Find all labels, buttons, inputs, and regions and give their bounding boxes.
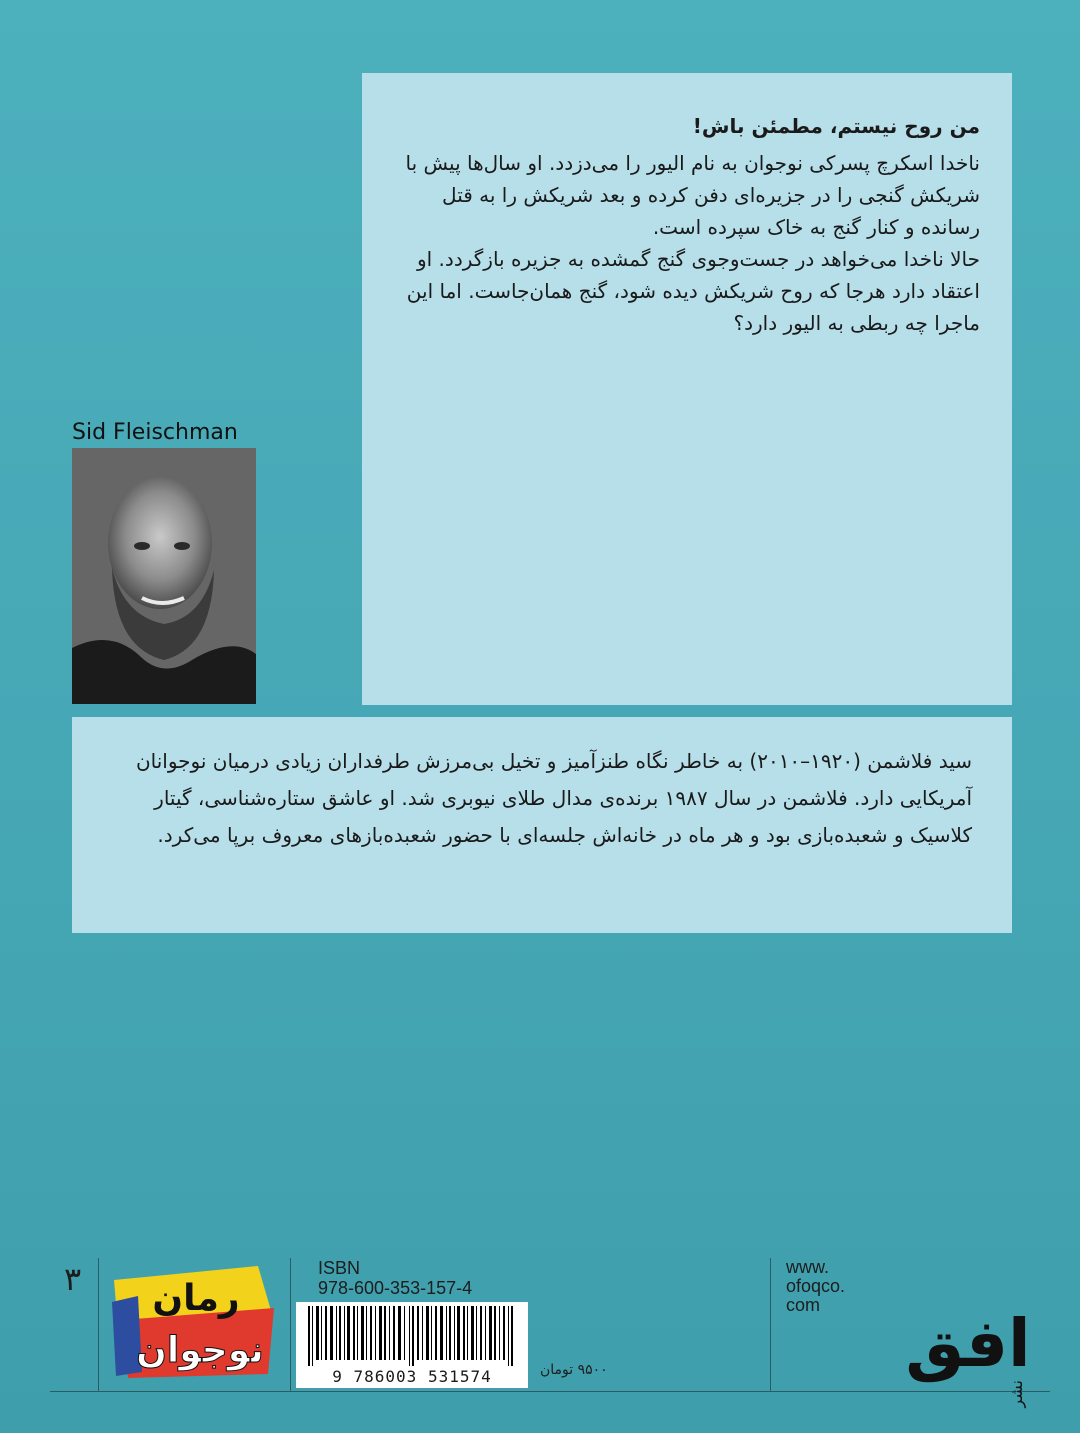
website-line-2: ofoqco. — [786, 1276, 846, 1296]
price: ۹۵۰۰ تومان — [540, 1362, 608, 1378]
series-logo-line2: نوجوان — [136, 1330, 264, 1371]
series-number: ۳ — [64, 1260, 82, 1298]
publisher-logo-sub: نشر — [1007, 1380, 1026, 1408]
isbn-label: ISBN — [318, 1258, 361, 1278]
publisher-logo-main: افق — [905, 1305, 1031, 1382]
author-photo — [72, 448, 256, 704]
barcode-bars — [296, 1302, 528, 1366]
footer-vertical-divider — [770, 1258, 771, 1392]
series-logo — [108, 1262, 280, 1382]
author-portrait-graphic — [72, 448, 256, 704]
barcode-digits: 9 786003 531574 — [332, 1367, 492, 1386]
synopsis-box — [362, 73, 1012, 705]
bio-box — [72, 717, 1012, 933]
author-bio: سید فلاشمن (۱۹۲۰–۲۰۱۰) به خاطر نگاه طنزآمیز و تخیل بی‌مرزش طرفداران زیادی درمیان نوجوانان آمریکایی دارد. فلاشمن در سال ۱۹۸۷ برنده‌ی مدال طلای نیوبری شد. او عاشق ستاره‌شناسی، گیتار کلاسیک و شعبده‌بازی بود و هر ماه در خانه‌اش جلسه‌ای با حضور شعبده‌بازهای معروف برپا می‌کرد. — [135, 749, 972, 847]
author-name: Sid Fleischman — [72, 420, 238, 445]
website-line-1: www. — [786, 1257, 830, 1277]
footer-vertical-divider — [98, 1258, 99, 1392]
synopsis-paragraph-2: حالا ناخدا می‌خواهد در جست‌وجوی گنج گمشده به جزیره بازگردد. او اعتقاد دارد هرجا که روح شریکش دیده شود، گنج همان‌جاست. اما این ماجرا چه ربطی به الیور دارد؟ — [406, 247, 980, 335]
series-logo-line1: رمان — [152, 1278, 240, 1319]
synopsis-title: من روح نیستم، مطمئن باش! — [692, 114, 980, 138]
synopsis-paragraph-1: ناخدا اسکرچ پسرکی نوجوان به نام الیور را می‌دزدد. او سال‌ها پیش با شریکش گنجی را در جزیره‌ای دفن کرده و بعد شریکش را به قتل رسانده و کنار گنج به خاک سپرده است. — [405, 151, 980, 239]
publisher-website[interactable] — [786, 1258, 845, 1315]
barcode — [296, 1302, 528, 1388]
publisher-logo — [872, 1262, 1032, 1408]
isbn-number: 978-600-353-157-4 — [318, 1278, 473, 1298]
website-line-3: com — [786, 1295, 821, 1315]
footer-vertical-divider — [290, 1258, 291, 1392]
